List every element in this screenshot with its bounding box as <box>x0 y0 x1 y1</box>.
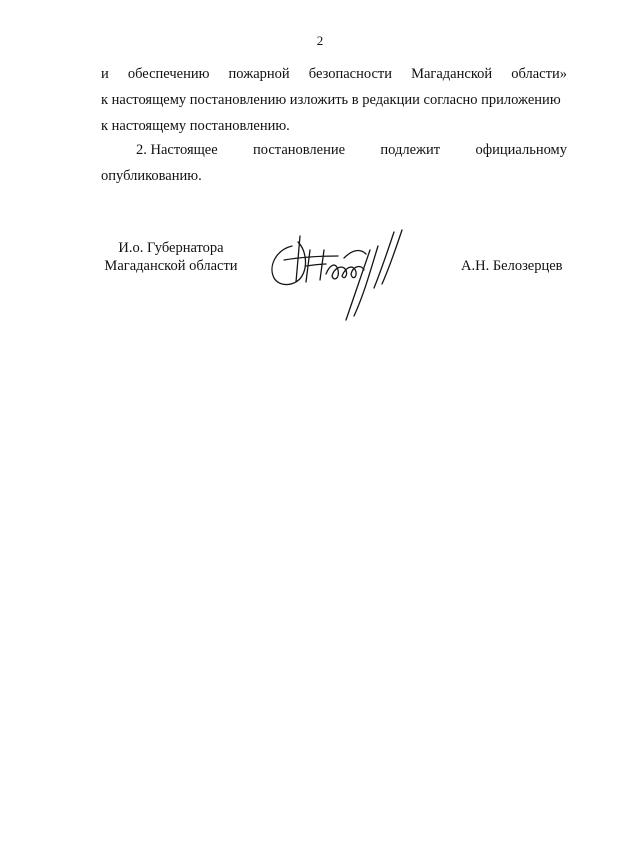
word: безопасности <box>308 66 392 82</box>
word: и <box>101 66 109 82</box>
word: обеспечению <box>127 66 210 82</box>
word: подлежит <box>380 142 441 158</box>
word: постановление <box>253 142 346 158</box>
word: области» <box>511 66 567 82</box>
paragraph-1-line-1 <box>101 61 567 87</box>
paragraph-1 <box>101 61 567 139</box>
word: Магаданской <box>411 66 493 82</box>
signatory-name: А.Н. Белозерцев <box>461 258 563 274</box>
paragraph-2-line-2: опубликованию. <box>101 168 202 184</box>
word: официальному <box>475 142 567 158</box>
paragraph-2-line-1 <box>101 137 567 163</box>
paragraph-2 <box>101 137 567 189</box>
paragraph-1-line-3: к настоящему постановлению. <box>101 118 290 134</box>
signatory-title <box>101 239 241 275</box>
signatory-title-line-2: Магаданской области <box>104 258 238 274</box>
signatory-title-line-1: И.о. Губернатора <box>118 240 224 256</box>
word: 2. Настоящее <box>136 142 218 158</box>
handwritten-signature <box>262 224 412 324</box>
page-number: 2 <box>316 33 324 48</box>
paragraph-1-line-2: к настоящему постановлению изложить в редакции согласно приложению <box>101 92 561 108</box>
word: пожарной <box>228 66 290 82</box>
